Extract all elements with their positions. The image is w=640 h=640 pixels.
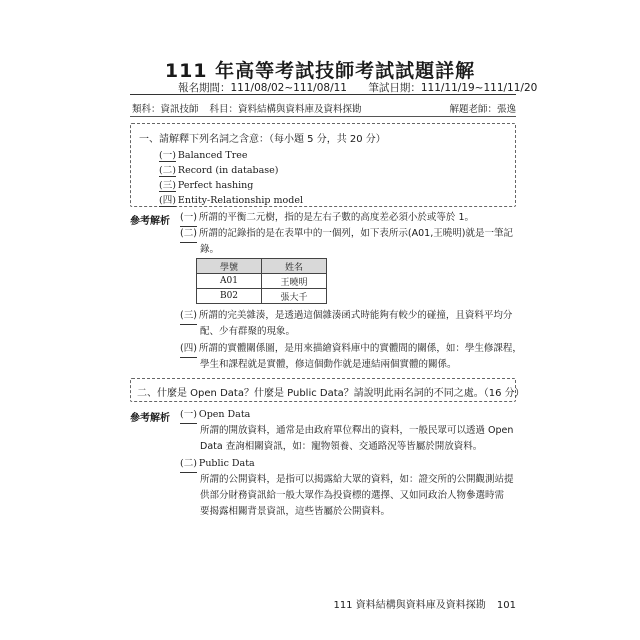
- header-rule-top: [130, 94, 516, 95]
- table-cell: A01: [197, 274, 262, 289]
- answer-2-section-1-title: (一) Open Data: [180, 407, 250, 424]
- answer-1-part-3: (三) 所謂的完美雜湊，是透過這個雜湊函式時能夠有較少的碰撞，且資料平均分: [180, 308, 512, 325]
- table-header-cell: 學號: [197, 259, 262, 274]
- answer-2-section-2-text: 要揭露相關背景資訊，這些皆屬於公開資料。: [200, 506, 391, 517]
- page-number: 101: [496, 600, 516, 611]
- record-table: [196, 258, 327, 304]
- question-1-item: (二) Record (in database): [159, 162, 278, 177]
- answer-1-part-2: (二) 所謂的記錄指的是在表單中的一個列，如下表所示(A01,王曉明)就是一筆記: [180, 226, 513, 243]
- question-1-item: (四) Entity-Relationship model: [159, 192, 303, 207]
- table-cell: 張大千: [262, 289, 327, 304]
- question-1-item: (一) Balanced Tree: [159, 147, 248, 162]
- answer-2-section-2-text: 供部分財務資訊給一般大眾作為投資標的選擇、又如同政治人物參選時需: [200, 490, 505, 501]
- written-exam-date: 筆試日期：111/11/19~111/11/20: [368, 82, 538, 94]
- answer-2-section-2-title: (二) Public Data: [180, 456, 255, 473]
- table-header-row: [197, 259, 327, 274]
- answer-1-label: 參考解析: [130, 216, 170, 227]
- page-footer: [333, 596, 516, 611]
- question-1-stem: 一、請解釋下列名詞之含意：（每小題 5 分，共 20 分）: [139, 134, 386, 145]
- page-title: 111 年高等考試技師考試試題詳解: [164, 60, 476, 82]
- question-1-box: [130, 123, 516, 207]
- question-2-box: [130, 378, 525, 402]
- registration-period: 報名期間：111/08/02~111/08/11: [178, 82, 347, 94]
- answer-2-section-1-text: Data 查詢相關資訊，如：寵物領養、交通路況等皆屬於開放資料。: [200, 441, 483, 452]
- table-cell: B02: [197, 289, 262, 304]
- table-row: [197, 274, 327, 289]
- answer-1-part-1: (一) 所謂的平衡二元樹，指的是左右子數的高度差必須小於或等於 1。: [180, 210, 474, 227]
- answer-2-section-1-text: 所謂的開放資料，通常是由政府單位釋出的資料，一般民眾可以透過 Open: [200, 425, 514, 436]
- subject: 科目：資料結構與資料庫及資料探勘: [209, 104, 362, 115]
- question-2-stem: 二、什麼是 Open Data？什麼是 Public Data？請說明此兩名詞的不同之處。（16 分）: [137, 388, 525, 399]
- header-rule-bottom: [130, 116, 516, 117]
- footer-title: 111 資料結構與資料庫及資料探勘: [333, 600, 486, 611]
- table-row: [197, 289, 327, 304]
- table-header-cell: 姓名: [262, 259, 327, 274]
- question-1-item: (三) Perfect hashing: [159, 177, 253, 192]
- answer-1-part-3-cont: 配、少有群聚的現象。: [200, 326, 296, 337]
- teacher: 解題老師：張逸: [449, 104, 516, 115]
- answer-1-part-4: (四) 所謂的實體關係圖，是用來描繪資料庫中的實體間的關係，如：學生修課程，: [180, 341, 522, 358]
- answer-2-label: 參考解析: [130, 413, 170, 424]
- answer-2-section-2-text: 所謂的公開資料，是指可以揭露給大眾的資料，如：證交所的公開觀測站提: [200, 474, 514, 485]
- table-cell: 王曉明: [262, 274, 327, 289]
- exam-meta: [132, 101, 516, 115]
- exam-dates: [178, 80, 555, 95]
- category: 類科：資訊技師: [132, 104, 199, 115]
- answer-1-part-4-cont: 學生和課程就是實體，修這個動作就是連結兩個實體的關係。: [200, 359, 457, 370]
- answer-1-part-2-cont: 錄。: [200, 244, 220, 255]
